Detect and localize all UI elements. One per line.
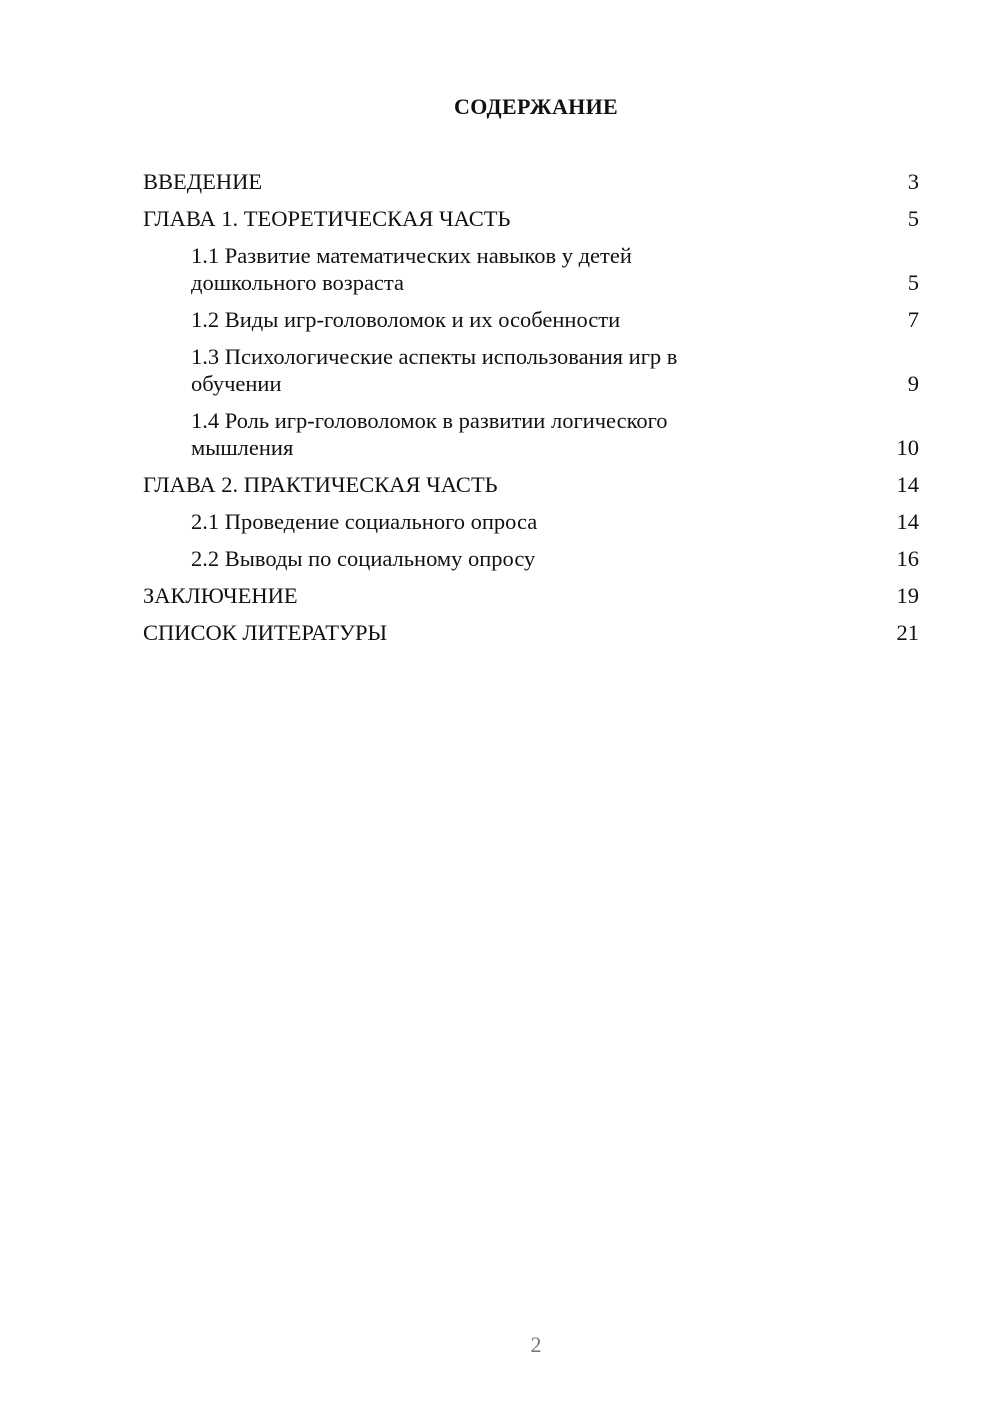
toc-entry-section-2-2[interactable] <box>143 545 919 572</box>
toc-entry-label: 2.1 Проведение социального опроса <box>191 509 538 534</box>
toc-entry-section-1-3[interactable] <box>143 343 919 397</box>
toc-entry-page: 16 <box>896 546 919 571</box>
toc-entry-page: 10 <box>896 435 919 460</box>
toc-entry-page: 14 <box>896 509 919 534</box>
toc-entry-chapter-1[interactable] <box>143 205 919 232</box>
toc-entry-page: 14 <box>896 472 919 497</box>
toc-entry-label: 1.4 Роль игр-головоломок в развитии логического мышления <box>191 408 668 460</box>
toc-entry-page: 21 <box>896 620 919 645</box>
toc-entry-label: ГЛАВА 2. ПРАКТИЧЕСКАЯ ЧАСТЬ <box>143 472 498 497</box>
toc-entry-label: 1.2 Виды игр-головоломок и их особенности <box>191 307 621 332</box>
table-of-contents <box>143 168 919 656</box>
toc-entry-page: 3 <box>907 169 919 194</box>
toc-entry-section-1-4[interactable] <box>143 407 919 461</box>
toc-entry-label: ВВЕДЕНИЕ <box>143 169 263 194</box>
toc-entry-section-1-1[interactable] <box>143 242 919 296</box>
toc-title: СОДЕРЖАНИЕ <box>454 94 618 119</box>
toc-entry-chapter-2[interactable] <box>143 471 919 498</box>
toc-entry-label: 1.1 Развитие математических навыков у детей дошкольного возраста <box>191 243 632 295</box>
toc-entry-page: 9 <box>907 371 919 396</box>
toc-entry-introduction[interactable] <box>143 168 919 195</box>
toc-entry-label: 1.3 Психологические аспекты использования игр в обучении <box>191 344 678 396</box>
toc-entry-page: 5 <box>907 206 919 231</box>
toc-entry-section-1-2[interactable] <box>143 306 919 333</box>
toc-entry-references[interactable] <box>143 619 919 646</box>
toc-entry-page: 19 <box>896 583 919 608</box>
toc-entry-page: 5 <box>907 270 919 295</box>
toc-entry-label: СПИСОК ЛИТЕРАТУРЫ <box>143 620 388 645</box>
page-number: 2 <box>530 1332 542 1357</box>
toc-entry-label: ЗАКЛЮЧЕНИЕ <box>143 583 298 608</box>
toc-entry-label: ГЛАВА 1. ТЕОРЕТИЧЕСКАЯ ЧАСТЬ <box>143 206 511 231</box>
toc-entry-conclusion[interactable] <box>143 582 919 609</box>
toc-entry-label: 2.2 Выводы по социальному опросу <box>191 546 536 571</box>
toc-entry-section-2-1[interactable] <box>143 508 919 535</box>
toc-entry-page: 7 <box>907 307 919 332</box>
